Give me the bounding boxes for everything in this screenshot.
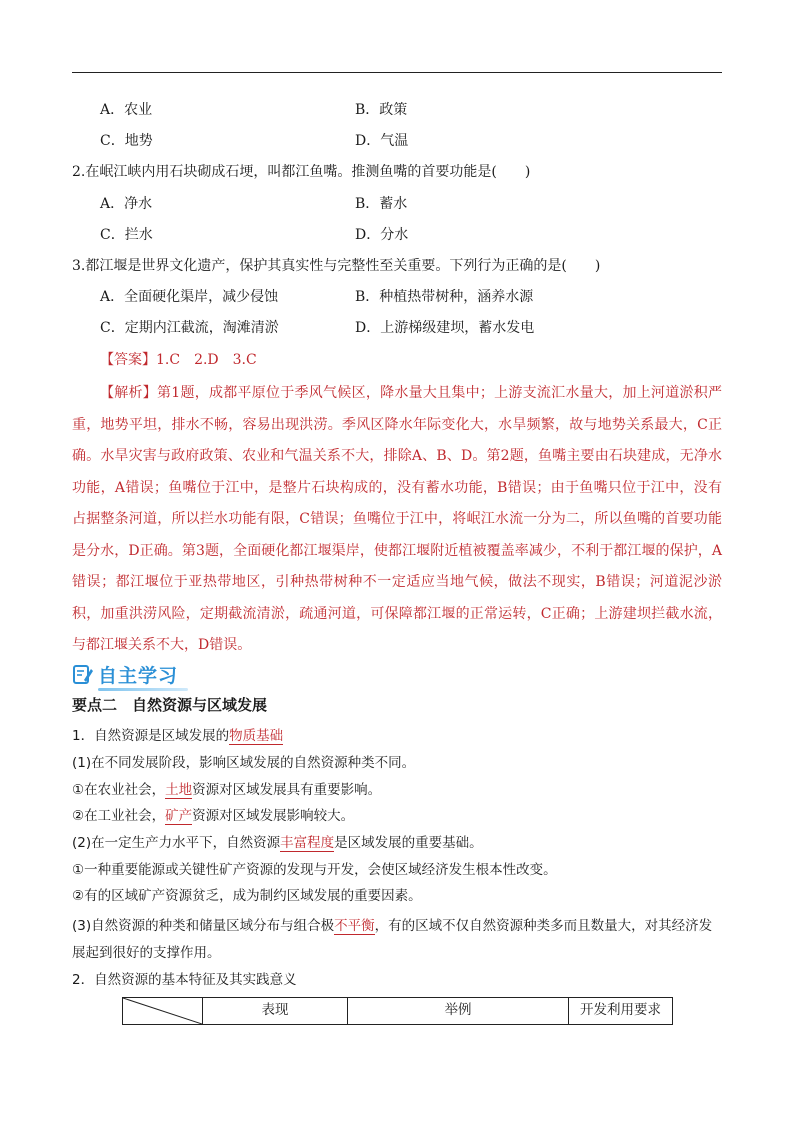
q2-option-b: B．蓄水 <box>355 196 408 212</box>
para-1b-pre: ②在工业社会， <box>72 808 166 824</box>
para-2-blank: 丰富程度 <box>280 835 335 851</box>
para-3-post: ，有的区域不仅自然资源种类多而且数量大，对其经济发展起到很好的支撑作用。 <box>72 918 713 961</box>
header-rule <box>72 72 722 73</box>
section-heading-text: 自主学习 <box>98 661 178 688</box>
q1-option-a: A．农业 <box>100 102 153 118</box>
q2-stem: 2.在岷江峡内用石块砌成石埂，叫都江鱼嘴。推测鱼嘴的首要功能是( ) <box>72 164 531 180</box>
para-2a: ①一种重要能源或关键性矿产资源的发现与开发，会使区域经济发生根本性改变。 <box>72 862 557 878</box>
q2-option-a: A．净水 <box>100 196 153 212</box>
q3-option-a: A．全面硬化渠岸，减少侵蚀 <box>100 289 279 305</box>
q3-option-b: B．种植热带树种，涵养水源 <box>355 289 534 305</box>
para-3-blank: 不平衡 <box>334 918 375 934</box>
point-1 <box>72 726 283 746</box>
q3-option-d: D．上游梯级建坝，蓄水发电 <box>355 320 535 336</box>
q2-option-d: D．分水 <box>355 227 409 243</box>
q1-option-c: C．地势 <box>100 133 153 149</box>
para-1: (1)在不同发展阶段，影响区域发展的自然资源种类不同。 <box>72 755 416 771</box>
analysis-text: 第1题，成都平原位于季风气候区，降水量大且集中；上游支流汇水量大，加上河道淤积严重，地势平坦，排水不畅，容易出现洪涝。季风区降水年际变化大，水旱频繁，故与地势关系最大，C正确。水旱灾害与政府政策、农业和气温关系不大，排除A、B、D。第2题，鱼嘴主要由石块建成，无净水功能，A错误；鱼嘴位于江中，是整片石块构成的，没有蓄水功能，B错误；由于鱼嘴只位于江中，没有占据整条河道，所以拦水功能有限，C错误；鱼嘴位于江中，将岷江水流一分为二，所以鱼嘴的首要功能是分水，D正确。第3题，全面硬化都江堰渠岸，使都江堰附近植被覆盖率减少，不利于都江堰的保护，A错误；都江堰位于亚热带地区，引种热带树种不一定适应当地气候，做法不现实，B错误；河道泥沙淤积，加重洪涝风险，定期截流清淤，疏通河道，可保障都江堰的正常运转，C正确；上游建坝拦截水流，与都江堰关系不大，D错误。 <box>72 385 723 653</box>
para-1a-post: 资源对区域发展具有重要影响。 <box>192 782 382 798</box>
para-1b-post: 资源对区域发展影响较大。 <box>192 808 355 824</box>
table-header-cell: 开发利用要求 <box>569 998 673 1025</box>
diagonal-line <box>123 998 202 1024</box>
answer-text: 1.C 2.D 3.C <box>156 352 257 368</box>
para-1a-blank: 土地 <box>165 782 193 798</box>
q3-option-c: C．定期内江截流，淘滩清淤 <box>100 320 279 336</box>
point-1-blank: 物质基础 <box>229 728 284 744</box>
q1-option-d: D．气温 <box>355 133 409 149</box>
para-3-pre: (3)自然资源的种类和储量区域分布与组合极 <box>72 918 335 934</box>
table-corner-cell <box>123 998 203 1025</box>
para-1a-pre: ①在农业社会， <box>72 782 166 798</box>
para-2b: ②有的区域矿产资源贫乏，成为制约区域发展的重要因素。 <box>72 888 422 904</box>
q3-stem: 3.都江堰是世界文化遗产，保护其真实性与完整性至关重要。下列行为正确的是( ) <box>72 258 601 274</box>
answer-tag: 【答案】 <box>100 352 156 368</box>
para-1a <box>72 780 381 800</box>
para-1b-blank: 矿产 <box>165 808 193 824</box>
analysis-paragraph <box>72 378 722 662</box>
table-header-cell: 举例 <box>348 998 569 1025</box>
point-2: 2．自然资源的基本特征及其实践意义 <box>72 972 297 988</box>
para-2-pre: (2)在一定生产力水平下，自然资源 <box>72 835 281 851</box>
answer-line <box>100 350 257 370</box>
q1-option-b: B．政策 <box>355 102 408 118</box>
q2-option-c: C．拦水 <box>100 227 153 243</box>
section-title: 要点二 自然资源与区域发展 <box>72 696 268 714</box>
para-2 <box>72 833 483 853</box>
para-1b <box>72 806 354 826</box>
analysis-tag: 【解析】 <box>100 385 158 401</box>
para-2-post: 是区域发展的重要基础。 <box>334 835 483 851</box>
features-table <box>122 997 673 1025</box>
point-1-text: 1．自然资源是区域发展的 <box>72 728 230 744</box>
table-header-row <box>123 998 673 1025</box>
section-heading <box>72 661 178 687</box>
notebook-pencil-icon <box>72 663 94 685</box>
table-header-cell: 表现 <box>203 998 348 1025</box>
para-3 <box>72 913 722 967</box>
